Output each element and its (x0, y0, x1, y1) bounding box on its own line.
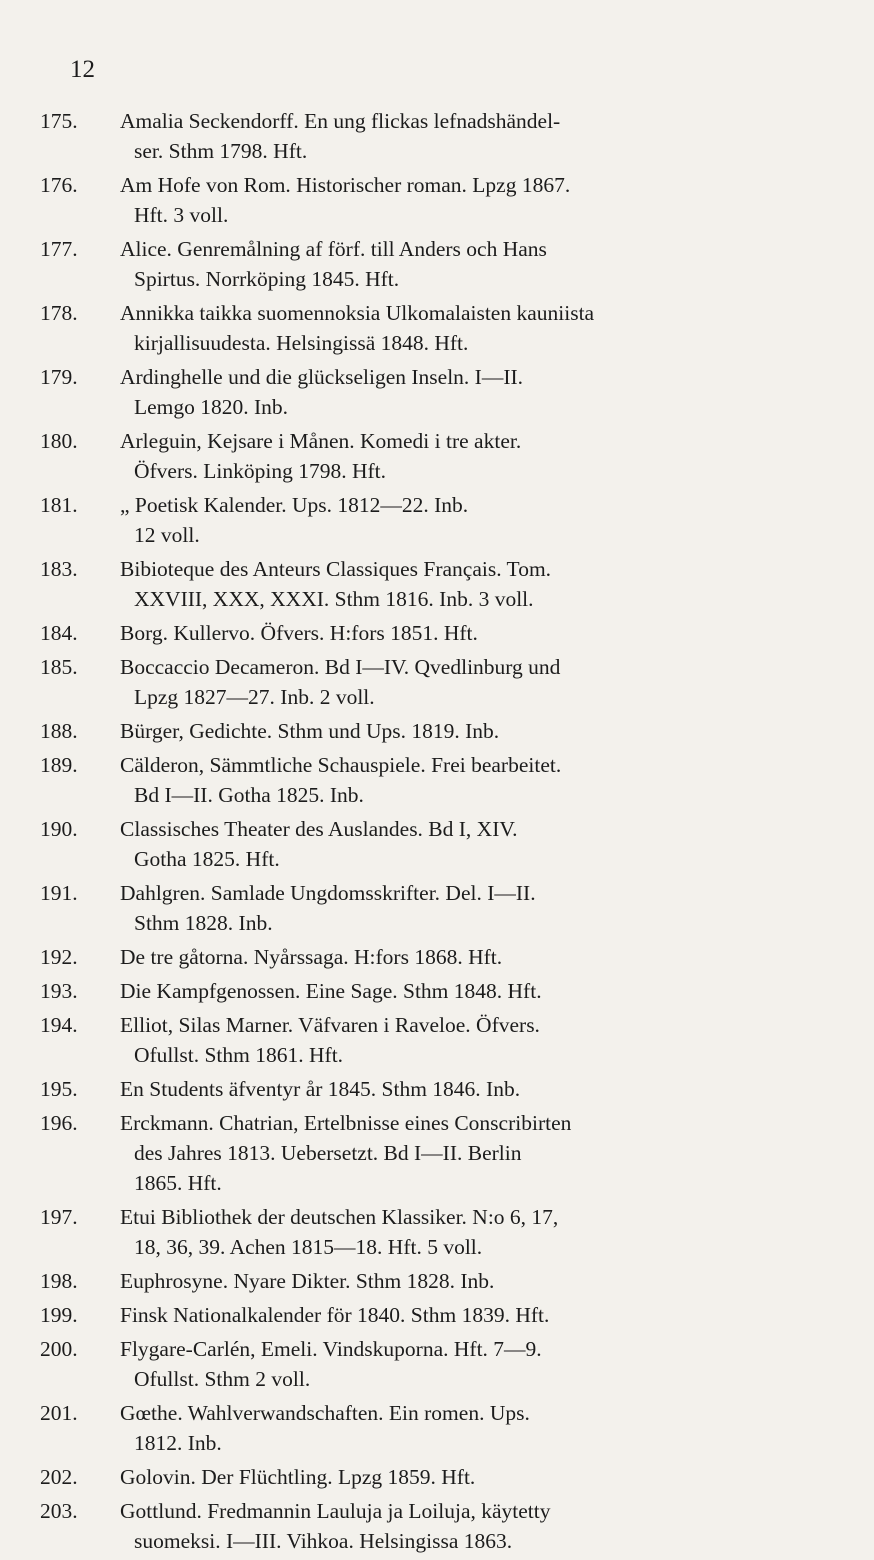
entry-text: Bürger, Gedichte. Sthm und Ups. 1819. Inb. (120, 719, 500, 743)
entry-text-continuation: Ofullst. Sthm 2 voll. (134, 1367, 311, 1391)
entry-number: 195. (40, 1077, 78, 1101)
entry-number: 184. (40, 621, 78, 645)
catalog-entry (40, 1202, 800, 1262)
catalog-entry (40, 362, 800, 422)
catalog-entry (40, 1334, 800, 1394)
entry-text: Gottlund. Fredmannin Lauluja ja Loiluja, käytetty (120, 1499, 551, 1523)
entry-text: En Students äfventyr år 1845. Sthm 1846. Inb. (120, 1077, 521, 1101)
entry-number: 177. (40, 237, 78, 261)
entry-text-continuation: des Jahres 1813. Uebersetzt. Bd I—II. Berlin (134, 1141, 522, 1165)
catalog-entry (40, 750, 800, 810)
entry-number: 180. (40, 429, 78, 453)
catalog-entry (40, 1108, 800, 1198)
catalog-entry (40, 170, 800, 230)
entry-number: 183. (40, 557, 78, 581)
entry-text-continuation: 1812. Inb. (134, 1431, 222, 1455)
entry-text: Am Hofe von Rom. Historischer roman. Lpzg 1867. (120, 173, 571, 197)
entry-number: 176. (40, 173, 78, 197)
entry-text-continuation: Ofullst. Sthm 1861. Hft. (134, 1043, 344, 1067)
entry-text: Gœthe. Wahlverwandschaften. Ein romen. Ups. (120, 1401, 530, 1425)
entry-number: 194. (40, 1013, 78, 1037)
page-number: 12 (70, 56, 95, 83)
entry-text-continuation: ser. Sthm 1798. Hft. (134, 139, 308, 163)
catalog-entry (40, 878, 800, 938)
catalog-entry (40, 1300, 800, 1330)
entry-text-continuation: Bd I—II. Gotha 1825. Inb. (134, 783, 364, 807)
entry-text: Euphrosyne. Nyare Dikter. Sthm 1828. Inb. (120, 1269, 495, 1293)
catalog-entry (40, 554, 800, 614)
entry-number: 202. (40, 1465, 78, 1489)
entry-number: 188. (40, 719, 78, 743)
catalog-entry (40, 1266, 800, 1296)
catalog-entry (40, 1462, 800, 1492)
entry-number: 178. (40, 301, 78, 325)
catalog-entry (40, 618, 800, 648)
entry-text: Ardinghelle und die glückseligen Inseln. I—II. (120, 365, 524, 389)
catalog-entry (40, 942, 800, 972)
catalog-entry (40, 298, 800, 358)
entry-number: 197. (40, 1205, 78, 1229)
catalog-entry (40, 1010, 800, 1070)
entry-text: Finsk Nationalkalender för 1840. Sthm 1839. Hft. (120, 1303, 550, 1327)
catalog-entry (40, 1496, 800, 1556)
entry-number: 203. (40, 1499, 78, 1523)
entry-text: Die Kampfgenossen. Eine Sage. Sthm 1848. Hft. (120, 979, 542, 1003)
entry-number: 185. (40, 655, 78, 679)
entry-text: Boccaccio Decameron. Bd I—IV. Qvedlinburg und (120, 655, 561, 679)
entry-number: 179. (40, 365, 78, 389)
entry-text-continuation: suomeksi. I—III. Vihkoa. Helsingissa 1863. (134, 1529, 513, 1553)
entry-text-continuation: Öfvers. Linköping 1798. Hft. (134, 459, 386, 483)
entry-number: 190. (40, 817, 78, 841)
entry-number: 193. (40, 979, 78, 1003)
entry-text: Cälderon, Sämmtliche Schauspiele. Frei bearbeitet. (120, 753, 562, 777)
entry-text-continuation: Lpzg 1827—27. Inb. 2 voll. (134, 685, 375, 709)
entry-text: Borg. Kullervo. Öfvers. H:fors 1851. Hft. (120, 621, 478, 645)
catalog-entry (40, 1398, 800, 1458)
catalog-entry (40, 490, 800, 550)
entry-text: Dahlgren. Samlade Ungdomsskrifter. Del. I—II. (120, 881, 536, 905)
catalog-entry (40, 106, 800, 166)
catalog-entry (40, 814, 800, 874)
entry-text: Golovin. Der Flüchtling. Lpzg 1859. Hft. (120, 1465, 476, 1489)
entry-text: Alice. Genremålning af förf. till Anders och Hans (120, 237, 547, 261)
entry-text-continuation: Sthm 1828. Inb. (134, 911, 273, 935)
catalog-entry (40, 1074, 800, 1104)
entry-text: Etui Bibliothek der deutschen Klassiker. N:o 6, 17, (120, 1205, 559, 1229)
entry-text: Flygare-Carlén, Emeli. Vindskuporna. Hft. 7—9. (120, 1337, 542, 1361)
entry-number: 198. (40, 1269, 78, 1293)
entry-text-continuation: 18, 36, 39. Achen 1815—18. Hft. 5 voll. (134, 1235, 483, 1259)
entry-number: 175. (40, 109, 78, 133)
entry-text-continuation: Lemgo 1820. Inb. (134, 395, 289, 419)
entry-text: Bibioteque des Anteurs Classiques Français. Tom. (120, 557, 552, 581)
entry-text: Elliot, Silas Marner. Väfvaren i Raveloe. Öfvers. (120, 1013, 540, 1037)
entry-text-continuation: 1865. Hft. (134, 1171, 222, 1195)
entry-number: 191. (40, 881, 78, 905)
catalog-entry (40, 716, 800, 746)
entry-number: 189. (40, 753, 78, 777)
entry-number: 196. (40, 1111, 78, 1135)
entry-number: 192. (40, 945, 78, 969)
entry-number: 201. (40, 1401, 78, 1425)
entry-text: Amalia Seckendorff. En ung flickas lefnadshändel- (120, 109, 561, 133)
entry-text-continuation: Gotha 1825. Hft. (134, 847, 280, 871)
entry-text: Erckmann. Chatrian, Ertelbnisse eines Conscribirten (120, 1111, 572, 1135)
entry-text: „ Poetisk Kalender. Ups. 1812—22. Inb. (120, 493, 469, 517)
entry-text: Annikka taikka suomennoksia Ulkomalaisten kauniista (120, 301, 595, 325)
catalog-entry (40, 234, 800, 294)
catalog-entry (40, 976, 800, 1006)
entry-text: Arleguin, Kejsare i Månen. Komedi i tre akter. (120, 429, 522, 453)
entry-number: 199. (40, 1303, 78, 1327)
entry-text-continuation: kirjallisuudesta. Helsingissä 1848. Hft. (134, 331, 469, 355)
entry-text-continuation: Spirtus. Norrköping 1845. Hft. (134, 267, 400, 291)
entry-text: Classisches Theater des Auslandes. Bd I, XIV. (120, 817, 518, 841)
entry-text-continuation: XXVIII, XXX, XXXI. Sthm 1816. Inb. 3 voll. (134, 587, 534, 611)
entry-text: De tre gåtorna. Nyårssaga. H:fors 1868. Hft. (120, 945, 503, 969)
entry-list (40, 106, 800, 1560)
entry-number: 181. (40, 493, 78, 517)
catalog-entry (40, 652, 800, 712)
entry-text-continuation: 12 voll. (134, 523, 200, 547)
entry-text-continuation: Hft. 3 voll. (134, 203, 229, 227)
entry-number: 200. (40, 1337, 78, 1361)
catalog-entry (40, 426, 800, 486)
